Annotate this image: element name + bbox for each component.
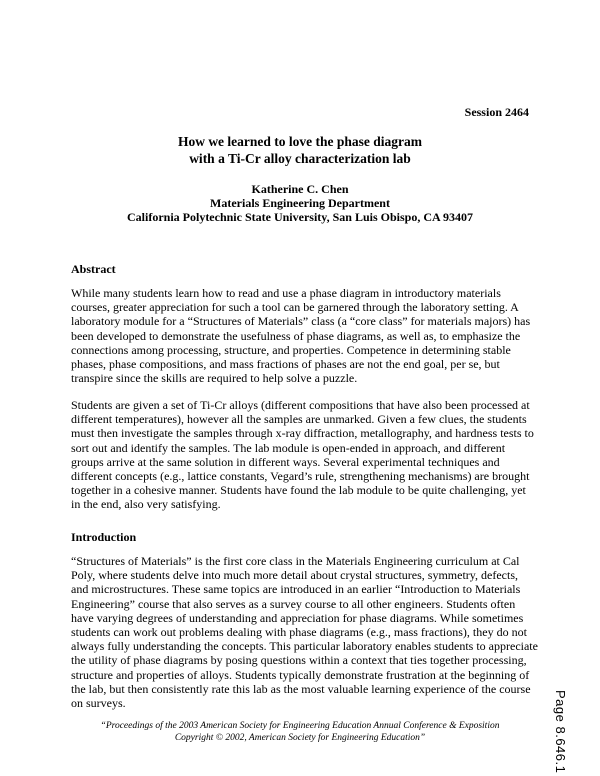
text-line: different temperatures), however all the samples are unmarked. Given a few clues, the students: [71, 412, 527, 427]
text-line: always fully understanding the concepts. This particular laboratory enables students to appreciate: [71, 639, 538, 654]
text-line: Poly, where students delve into much more detail about crystal structures, symmetry, defects,: [71, 568, 518, 583]
text-line: courses, greater appreciation for such a tool can be garnered through the laboratory setting. A: [71, 300, 519, 315]
text-line: structure and properties of alloys. Students typically demonstrate frustration at the beginning of: [71, 667, 530, 682]
text-line: in the end, also very satisfying.: [71, 497, 221, 512]
text-line: together in a cohesive manner. Students have found the lab module to be quite challenging, yet: [71, 483, 526, 498]
text-line: and microstructures. These same topics are introduced in an earlier “Introduction to Materials: [71, 582, 521, 597]
introduction-paragraph-1: [71, 554, 546, 710]
author-institution: California Polytechnic State University, San Luis Obispo, CA 93407: [126, 210, 474, 224]
abstract-heading: Abstract: [71, 262, 116, 276]
page-number-vertical: Page 8.646.1: [553, 690, 568, 774]
abstract-paragraph-2: [71, 398, 546, 512]
text-line: transpire since the skills are required to help solve a puzzle.: [71, 371, 358, 386]
text-line: “Structures of Materials” is the first core class in the Materials Engineering curriculum at Cal: [71, 554, 520, 568]
author-block: [0, 182, 600, 224]
text-line: connections among processing, structure, and properties. Competence in determining stable: [71, 342, 511, 357]
text-line: the lab, but then consistently rate this lab as the most valuable learning experience of the course: [71, 681, 531, 696]
text-line: phases, phase compositions, and mass fractions of phases are not the end goal, per se, but: [71, 357, 500, 372]
text-line: sort out and identify the samples. The lab module is open-ended in approach, and different: [71, 440, 506, 455]
text-line: must then investigate the samples through x-ray diffraction, metallography, and hardness tests to: [71, 426, 534, 441]
proceedings-footer: [0, 720, 600, 744]
text-line: different concepts (e.g., lattice constants, Vegard’s rule, strengthening mechanisms) are brought: [71, 469, 530, 484]
footer-line: “Proceedings of the 2003 American Society for Engineering Education Annual Conference & Exposition: [100, 721, 500, 731]
abstract-paragraph-1: [71, 286, 546, 385]
session-label: Session 2464: [464, 105, 529, 119]
text-line: Engineering” course that also serves as a survey course to all other engineers. Students often: [71, 596, 516, 611]
author-department: Materials Engineering Department: [210, 196, 390, 210]
text-line: been developed to demonstrate the usefulness of phase diagrams, as well as, to emphasize the: [71, 328, 521, 343]
text-line: groups arrive at the same solution in different ways. Several experimental techniques and: [71, 454, 500, 469]
introduction-heading: Introduction: [71, 530, 137, 544]
text-line: have varying degrees of understanding and appreciation for phase diagrams. While sometimes: [71, 610, 524, 625]
title-line: with a Ti-Cr alloy characterization lab: [189, 151, 411, 166]
text-line: Students are given a set of Ti-Cr alloys (different compositions that have also been processed at: [71, 398, 530, 412]
title-line: How we learned to love the phase diagram: [177, 134, 423, 149]
footer-line: Copyright © 2002, American Society for Engineering Education”: [174, 733, 426, 743]
paper-title: [0, 133, 600, 167]
text-line: the utility of phase diagrams by posing questions within a context that ties together processing,: [71, 653, 527, 668]
text-line: While many students learn how to read and use a phase diagram in introductory materials: [71, 286, 501, 300]
text-line: on surveys.: [71, 696, 126, 711]
author-name: Katherine C. Chen: [251, 182, 349, 196]
text-line: students can work out problems dealing with phase diagrams (e.g., mass fractions), they do not: [71, 625, 527, 640]
text-line: laboratory module for a “Structures of Materials” class (a “core class” for materials majors) has: [71, 314, 531, 329]
